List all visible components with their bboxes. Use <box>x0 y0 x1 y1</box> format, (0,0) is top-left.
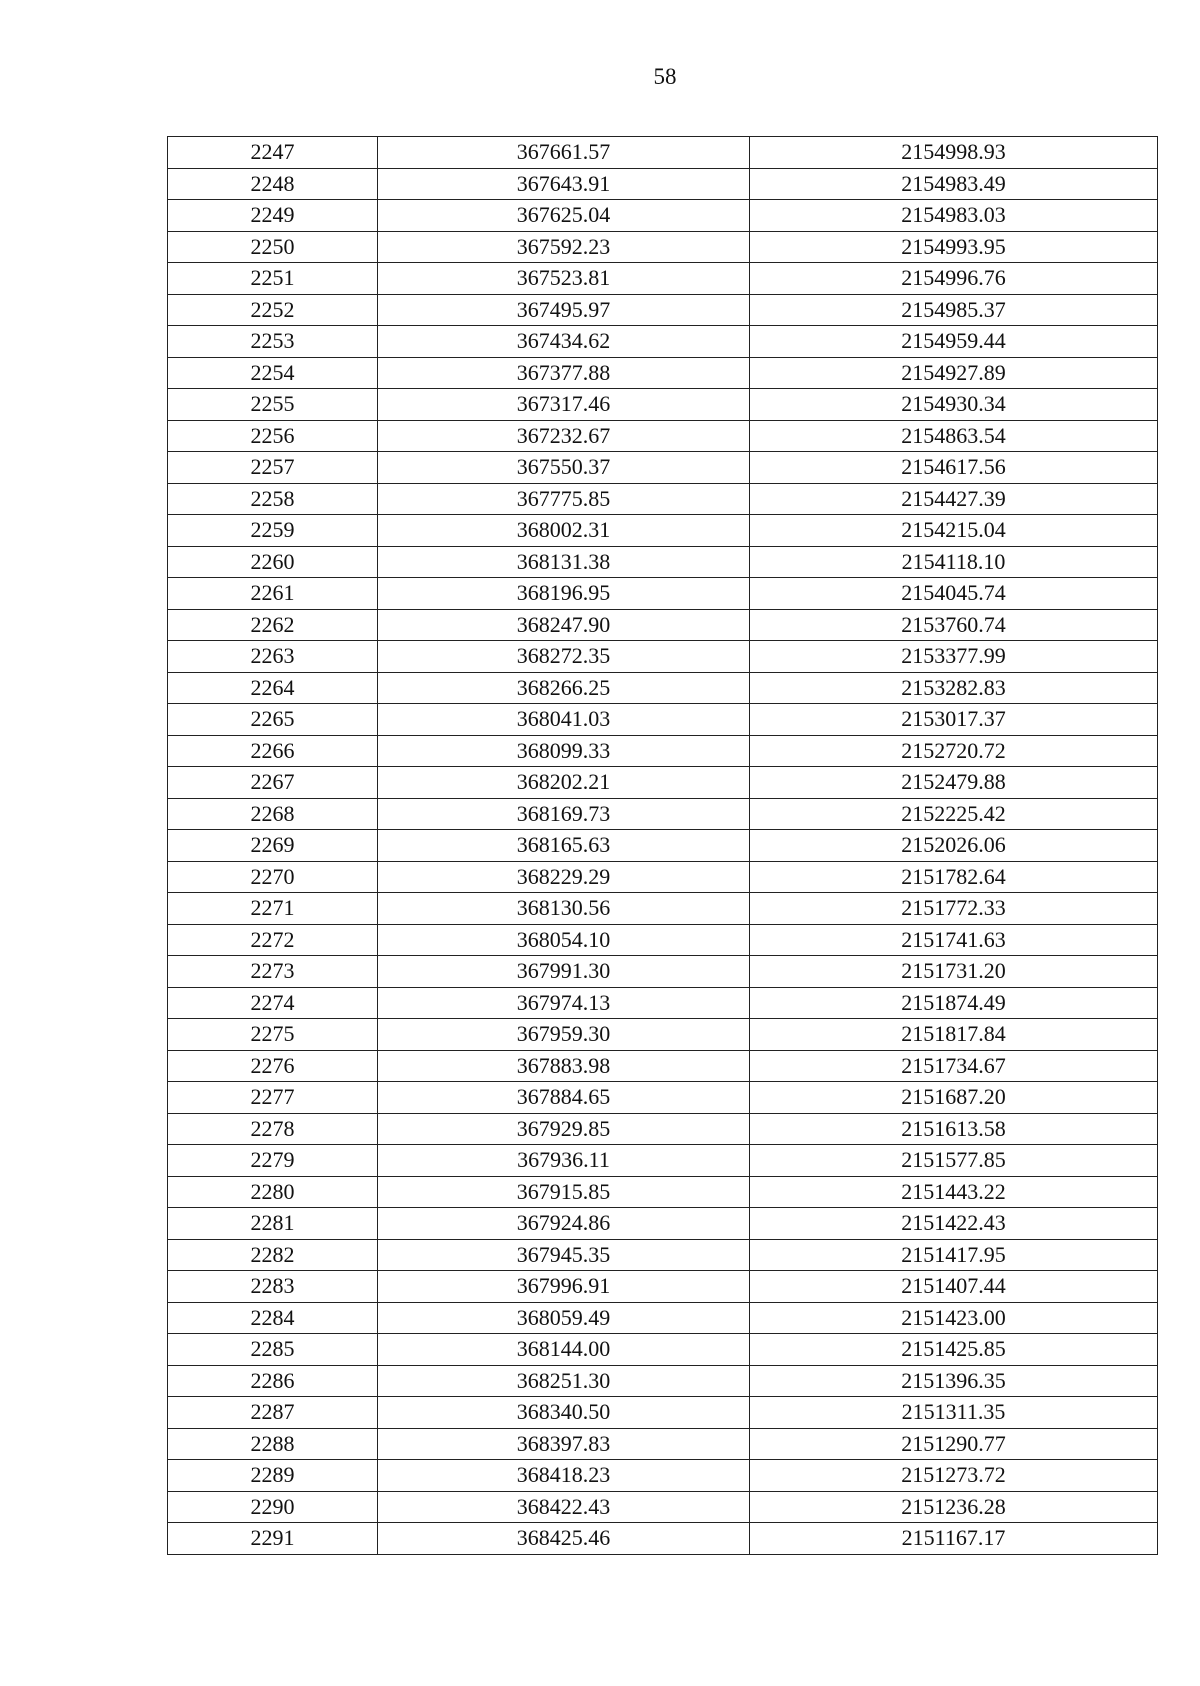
point-id-cell: 2273 <box>168 956 378 988</box>
point-id-cell: 2256 <box>168 420 378 452</box>
y-coordinate-cell: 2154985.37 <box>750 294 1158 326</box>
y-coordinate-cell: 2151273.72 <box>750 1460 1158 1492</box>
table-row <box>168 1082 1158 1114</box>
x-coordinate-cell: 368266.25 <box>378 672 750 704</box>
point-id-cell: 2291 <box>168 1523 378 1555</box>
x-coordinate-cell: 367317.46 <box>378 389 750 421</box>
y-coordinate-cell: 2154983.03 <box>750 200 1158 232</box>
y-coordinate-cell: 2154983.49 <box>750 168 1158 200</box>
point-id-cell: 2268 <box>168 798 378 830</box>
table-row <box>168 578 1158 610</box>
y-coordinate-cell: 2151236.28 <box>750 1491 1158 1523</box>
point-id-cell: 2269 <box>168 830 378 862</box>
point-id-cell: 2262 <box>168 609 378 641</box>
y-coordinate-cell: 2152479.88 <box>750 767 1158 799</box>
x-coordinate-cell: 367232.67 <box>378 420 750 452</box>
y-coordinate-cell: 2154993.95 <box>750 231 1158 263</box>
x-coordinate-cell: 368169.73 <box>378 798 750 830</box>
y-coordinate-cell: 2154996.76 <box>750 263 1158 295</box>
table-row <box>168 420 1158 452</box>
table-row <box>168 1271 1158 1303</box>
x-coordinate-cell: 367991.30 <box>378 956 750 988</box>
point-id-cell: 2287 <box>168 1397 378 1429</box>
x-coordinate-cell: 368099.33 <box>378 735 750 767</box>
table-row <box>168 1460 1158 1492</box>
point-id-cell: 2266 <box>168 735 378 767</box>
table-row <box>168 326 1158 358</box>
table-row <box>168 767 1158 799</box>
x-coordinate-cell: 367550.37 <box>378 452 750 484</box>
x-coordinate-cell: 367592.23 <box>378 231 750 263</box>
table-row <box>168 1523 1158 1555</box>
point-id-cell: 2278 <box>168 1113 378 1145</box>
point-id-cell: 2274 <box>168 987 378 1019</box>
table-row <box>168 1208 1158 1240</box>
x-coordinate-cell: 368041.03 <box>378 704 750 736</box>
point-id-cell: 2289 <box>168 1460 378 1492</box>
table-row <box>168 452 1158 484</box>
point-id-cell: 2260 <box>168 546 378 578</box>
y-coordinate-cell: 2151167.17 <box>750 1523 1158 1555</box>
point-id-cell: 2265 <box>168 704 378 736</box>
point-id-cell: 2252 <box>168 294 378 326</box>
point-id-cell: 2250 <box>168 231 378 263</box>
table-row <box>168 1365 1158 1397</box>
y-coordinate-cell: 2151443.22 <box>750 1176 1158 1208</box>
x-coordinate-cell: 368247.90 <box>378 609 750 641</box>
x-coordinate-cell: 368196.95 <box>378 578 750 610</box>
table-row <box>168 1491 1158 1523</box>
point-id-cell: 2280 <box>168 1176 378 1208</box>
x-coordinate-cell: 367643.91 <box>378 168 750 200</box>
table-row <box>168 137 1158 169</box>
point-id-cell: 2270 <box>168 861 378 893</box>
table-row <box>168 956 1158 988</box>
y-coordinate-cell: 2152026.06 <box>750 830 1158 862</box>
x-coordinate-cell: 367936.11 <box>378 1145 750 1177</box>
y-coordinate-cell: 2154427.39 <box>750 483 1158 515</box>
point-id-cell: 2259 <box>168 515 378 547</box>
y-coordinate-cell: 2151731.20 <box>750 956 1158 988</box>
y-coordinate-cell: 2151741.63 <box>750 924 1158 956</box>
x-coordinate-cell: 368059.49 <box>378 1302 750 1334</box>
y-coordinate-cell: 2154118.10 <box>750 546 1158 578</box>
y-coordinate-cell: 2151396.35 <box>750 1365 1158 1397</box>
x-coordinate-cell: 368397.83 <box>378 1428 750 1460</box>
y-coordinate-cell: 2151817.84 <box>750 1019 1158 1051</box>
table-row <box>168 924 1158 956</box>
table-row <box>168 1239 1158 1271</box>
y-coordinate-cell: 2151734.67 <box>750 1050 1158 1082</box>
point-id-cell: 2251 <box>168 263 378 295</box>
point-id-cell: 2257 <box>168 452 378 484</box>
point-id-cell: 2249 <box>168 200 378 232</box>
point-id-cell: 2263 <box>168 641 378 673</box>
x-coordinate-cell: 368202.21 <box>378 767 750 799</box>
y-coordinate-cell: 2154863.54 <box>750 420 1158 452</box>
table-row <box>168 1176 1158 1208</box>
y-coordinate-cell: 2151407.44 <box>750 1271 1158 1303</box>
x-coordinate-cell: 367377.88 <box>378 357 750 389</box>
point-id-cell: 2271 <box>168 893 378 925</box>
y-coordinate-cell: 2152720.72 <box>750 735 1158 767</box>
point-id-cell: 2267 <box>168 767 378 799</box>
y-coordinate-cell: 2153760.74 <box>750 609 1158 641</box>
x-coordinate-cell: 367495.97 <box>378 294 750 326</box>
point-id-cell: 2288 <box>168 1428 378 1460</box>
x-coordinate-cell: 368144.00 <box>378 1334 750 1366</box>
y-coordinate-cell: 2151422.43 <box>750 1208 1158 1240</box>
table-row <box>168 641 1158 673</box>
point-id-cell: 2264 <box>168 672 378 704</box>
y-coordinate-cell: 2154617.56 <box>750 452 1158 484</box>
table-row <box>168 609 1158 641</box>
y-coordinate-cell: 2151613.58 <box>750 1113 1158 1145</box>
x-coordinate-cell: 368131.38 <box>378 546 750 578</box>
table-row <box>168 1302 1158 1334</box>
y-coordinate-cell: 2154959.44 <box>750 326 1158 358</box>
point-id-cell: 2275 <box>168 1019 378 1051</box>
point-id-cell: 2285 <box>168 1334 378 1366</box>
point-id-cell: 2272 <box>168 924 378 956</box>
table-row <box>168 798 1158 830</box>
x-coordinate-cell: 367883.98 <box>378 1050 750 1082</box>
x-coordinate-cell: 367929.85 <box>378 1113 750 1145</box>
y-coordinate-cell: 2153282.83 <box>750 672 1158 704</box>
point-id-cell: 2254 <box>168 357 378 389</box>
x-coordinate-cell: 367974.13 <box>378 987 750 1019</box>
x-coordinate-cell: 368425.46 <box>378 1523 750 1555</box>
y-coordinate-cell: 2151311.35 <box>750 1397 1158 1429</box>
point-id-cell: 2248 <box>168 168 378 200</box>
y-coordinate-cell: 2151772.33 <box>750 893 1158 925</box>
y-coordinate-cell: 2154998.93 <box>750 137 1158 169</box>
x-coordinate-cell: 368054.10 <box>378 924 750 956</box>
x-coordinate-cell: 368002.31 <box>378 515 750 547</box>
x-coordinate-cell: 367924.86 <box>378 1208 750 1240</box>
table-row <box>168 263 1158 295</box>
y-coordinate-cell: 2151874.49 <box>750 987 1158 1019</box>
point-id-cell: 2282 <box>168 1239 378 1271</box>
x-coordinate-cell: 367996.91 <box>378 1271 750 1303</box>
point-id-cell: 2284 <box>168 1302 378 1334</box>
y-coordinate-cell: 2151782.64 <box>750 861 1158 893</box>
table-row <box>168 672 1158 704</box>
point-id-cell: 2247 <box>168 137 378 169</box>
coordinate-table-body <box>168 137 1158 1555</box>
y-coordinate-cell: 2153017.37 <box>750 704 1158 736</box>
x-coordinate-cell: 367959.30 <box>378 1019 750 1051</box>
table-row <box>168 1113 1158 1145</box>
y-coordinate-cell: 2151417.95 <box>750 1239 1158 1271</box>
y-coordinate-cell: 2153377.99 <box>750 641 1158 673</box>
x-coordinate-cell: 367945.35 <box>378 1239 750 1271</box>
y-coordinate-cell: 2154930.34 <box>750 389 1158 421</box>
table-row <box>168 357 1158 389</box>
table-row <box>168 735 1158 767</box>
x-coordinate-cell: 368422.43 <box>378 1491 750 1523</box>
table-row <box>168 987 1158 1019</box>
table-row <box>168 861 1158 893</box>
x-coordinate-cell: 367661.57 <box>378 137 750 169</box>
y-coordinate-cell: 2151425.85 <box>750 1334 1158 1366</box>
y-coordinate-cell: 2151423.00 <box>750 1302 1158 1334</box>
table-row <box>168 1145 1158 1177</box>
table-row <box>168 294 1158 326</box>
coordinate-table <box>167 136 1158 1555</box>
point-id-cell: 2261 <box>168 578 378 610</box>
table-row <box>168 1050 1158 1082</box>
table-row <box>168 1428 1158 1460</box>
table-row <box>168 546 1158 578</box>
y-coordinate-cell: 2154045.74 <box>750 578 1158 610</box>
x-coordinate-cell: 368165.63 <box>378 830 750 862</box>
y-coordinate-cell: 2151577.85 <box>750 1145 1158 1177</box>
point-id-cell: 2277 <box>168 1082 378 1114</box>
table-row <box>168 1334 1158 1366</box>
y-coordinate-cell: 2151687.20 <box>750 1082 1158 1114</box>
table-row <box>168 1397 1158 1429</box>
y-coordinate-cell: 2152225.42 <box>750 798 1158 830</box>
table-row <box>168 231 1158 263</box>
point-id-cell: 2255 <box>168 389 378 421</box>
point-id-cell: 2290 <box>168 1491 378 1523</box>
x-coordinate-cell: 367915.85 <box>378 1176 750 1208</box>
x-coordinate-cell: 367884.65 <box>378 1082 750 1114</box>
y-coordinate-cell: 2154215.04 <box>750 515 1158 547</box>
table-row <box>168 483 1158 515</box>
x-coordinate-cell: 368418.23 <box>378 1460 750 1492</box>
x-coordinate-cell: 367434.62 <box>378 326 750 358</box>
table-row <box>168 200 1158 232</box>
point-id-cell: 2286 <box>168 1365 378 1397</box>
point-id-cell: 2281 <box>168 1208 378 1240</box>
table-row <box>168 704 1158 736</box>
x-coordinate-cell: 367523.81 <box>378 263 750 295</box>
page-number: 58 <box>653 64 677 89</box>
point-id-cell: 2276 <box>168 1050 378 1082</box>
x-coordinate-cell: 368229.29 <box>378 861 750 893</box>
table-row <box>168 893 1158 925</box>
y-coordinate-cell: 2151290.77 <box>750 1428 1158 1460</box>
table-row <box>168 1019 1158 1051</box>
point-id-cell: 2283 <box>168 1271 378 1303</box>
x-coordinate-cell: 367625.04 <box>378 200 750 232</box>
table-row <box>168 515 1158 547</box>
x-coordinate-cell: 368251.30 <box>378 1365 750 1397</box>
table-row <box>168 389 1158 421</box>
table-row <box>168 168 1158 200</box>
y-coordinate-cell: 2154927.89 <box>750 357 1158 389</box>
x-coordinate-cell: 367775.85 <box>378 483 750 515</box>
x-coordinate-cell: 368130.56 <box>378 893 750 925</box>
point-id-cell: 2253 <box>168 326 378 358</box>
x-coordinate-cell: 368340.50 <box>378 1397 750 1429</box>
x-coordinate-cell: 368272.35 <box>378 641 750 673</box>
point-id-cell: 2258 <box>168 483 378 515</box>
point-id-cell: 2279 <box>168 1145 378 1177</box>
table-row <box>168 830 1158 862</box>
